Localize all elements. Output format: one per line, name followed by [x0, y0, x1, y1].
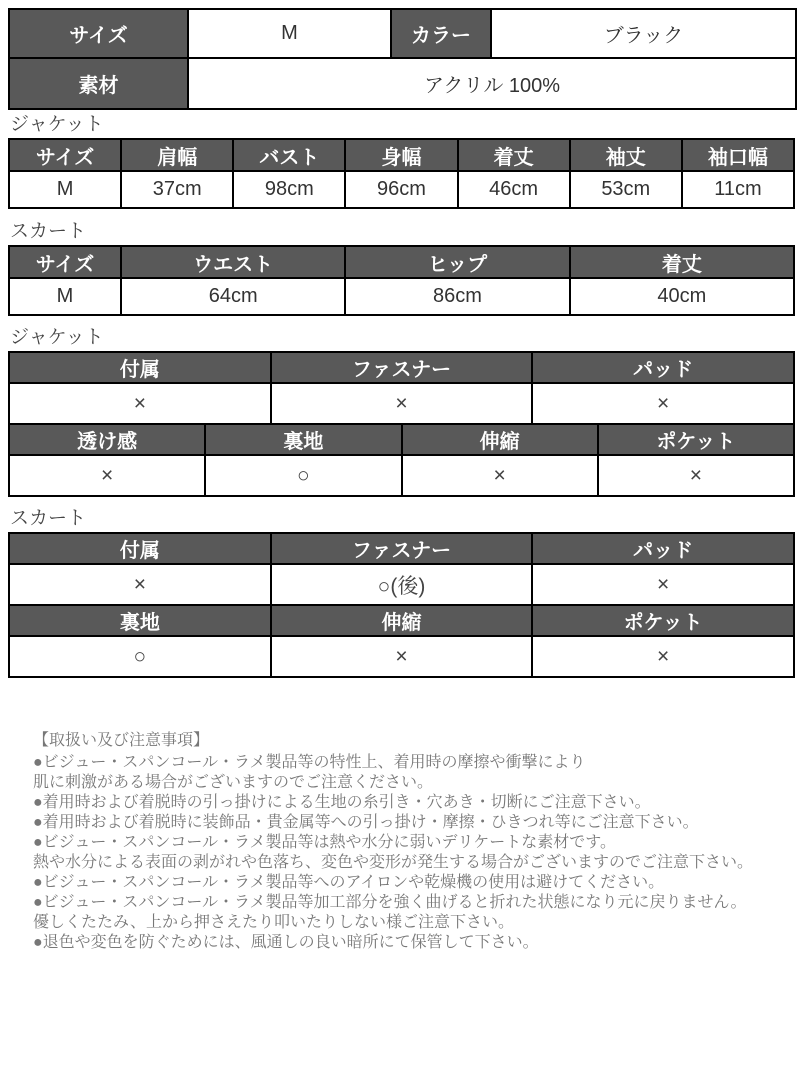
value-cell: 11cm: [682, 171, 794, 208]
value-cell: 37cm: [121, 171, 233, 208]
care-note-line: 優しくたたみ、上から押さえたり叩いたりしない様ご注意下さい。: [33, 914, 514, 931]
skirt-details-header-row-2: [9, 605, 794, 636]
section-label-jacket-measurements: ジャケット: [10, 114, 104, 135]
header-cell: 裏地: [205, 424, 401, 455]
care-note-line: ●ビジュー・スパンコール・ラメ製品等へのアイロンや乾燥機の使用は避けてください。: [33, 874, 665, 891]
care-note-line: ●ビジュー・スパンコール・ラメ製品等の特性上、着用時の摩擦や衝撃により: [33, 754, 586, 771]
care-note-line: ●ビジュー・スパンコール・ラメ製品等は熱や水分に弱いデリケートな素材です。: [33, 834, 616, 851]
care-note-line: ●ビジュー・スパンコール・ラメ製品等加工部分を強く曲げると折れた状態になり元に戻りません。: [33, 894, 747, 911]
skirt-measurements-header-row: [9, 246, 794, 278]
mark-cell: ×: [9, 455, 205, 496]
care-note-line: ●退色や変色を防ぐためには、風通しの良い暗所にて保管して下さい。: [33, 934, 539, 951]
product-spec-page: [0, 8, 800, 1075]
header-cell: ファスナー: [271, 533, 533, 564]
header-cell: 伸縮: [271, 605, 533, 636]
jacket-details-value-row-1: [9, 383, 794, 424]
jacket-measurements-value-row: [9, 171, 794, 208]
care-notes: [33, 730, 800, 953]
header-cell: 着丈: [570, 246, 794, 278]
section-label-skirt-details: スカート: [10, 508, 87, 529]
color-value-cell: ブラック: [491, 9, 796, 58]
value-cell: 64cm: [121, 278, 345, 315]
material-label-cell: 素材: [9, 58, 188, 109]
header-cell: 袖丈: [570, 139, 682, 171]
header-cell: 身幅: [345, 139, 457, 171]
value-cell: 46cm: [458, 171, 570, 208]
skirt-details-header-row-1: [9, 533, 794, 564]
section-label-jacket-details: ジャケット: [10, 327, 104, 348]
header-cell: 着丈: [458, 139, 570, 171]
section-label-skirt-measurements: スカート: [10, 221, 87, 242]
header-cell: サイズ: [9, 139, 121, 171]
header-cell: 伸縮: [402, 424, 598, 455]
jacket-details-value-row-2: [9, 455, 794, 496]
header-cell: 付属: [9, 533, 271, 564]
mark-cell: ×: [271, 383, 533, 424]
info-table: [8, 8, 797, 110]
header-cell: サイズ: [9, 246, 121, 278]
skirt-measurements-value-row: [9, 278, 794, 315]
info-row-size-color: [9, 9, 796, 58]
care-note-line: 熱や水分による表面の剥がれや色落ち、変色や変形が発生する場合がございますのでご注意下さい。: [33, 854, 754, 871]
header-cell: パッド: [532, 533, 794, 564]
jacket-details-table-lower: [8, 423, 795, 497]
header-cell: 袖口幅: [682, 139, 794, 171]
material-value-cell: アクリル 100%: [188, 58, 796, 109]
value-cell: 96cm: [345, 171, 457, 208]
mark-cell: ○: [205, 455, 401, 496]
skirt-details-table-upper: [8, 532, 795, 606]
header-cell: ポケット: [532, 605, 794, 636]
care-notes-title: 【取扱い及び注意事項】: [33, 732, 210, 749]
header-cell: ヒップ: [345, 246, 569, 278]
jacket-details-header-row-1: [9, 352, 794, 383]
mark-cell: ○(後): [271, 564, 533, 605]
mark-cell: ×: [9, 564, 271, 605]
header-cell: 裏地: [9, 605, 271, 636]
value-cell: 98cm: [233, 171, 345, 208]
care-note-line: ●着用時および着脱時に装飾品・貴金属等への引っ掛け・摩擦・ひきつれ等にご注意下さい。: [33, 814, 699, 831]
header-cell: パッド: [532, 352, 794, 383]
mark-cell: ×: [402, 455, 598, 496]
mark-cell: ×: [532, 636, 794, 677]
size-label-cell: サイズ: [9, 9, 188, 58]
care-note-line: ●着用時および着脱時の引っ掛けによる生地の糸引き・穴あき・切断にご注意下さい。: [33, 794, 651, 811]
mark-cell: ×: [532, 383, 794, 424]
jacket-measurements-header-row: [9, 139, 794, 171]
size-value-cell: M: [188, 9, 391, 58]
care-note-line: 肌に刺激がある場合がございますのでご注意ください。: [33, 774, 434, 791]
skirt-measurements-table: [8, 245, 795, 316]
jacket-measurements-table: [8, 138, 795, 209]
skirt-details-value-row-1: [9, 564, 794, 605]
header-cell: ファスナー: [271, 352, 533, 383]
header-cell: ウエスト: [121, 246, 345, 278]
value-cell: M: [9, 171, 121, 208]
value-cell: 86cm: [345, 278, 569, 315]
jacket-details-table-upper: [8, 351, 795, 425]
jacket-details-header-row-2: [9, 424, 794, 455]
header-cell: バスト: [233, 139, 345, 171]
mark-cell: ×: [9, 383, 271, 424]
header-cell: 肩幅: [121, 139, 233, 171]
mark-cell: ×: [271, 636, 533, 677]
color-label-cell: カラー: [391, 9, 491, 58]
mark-cell: ○: [9, 636, 271, 677]
value-cell: 40cm: [570, 278, 794, 315]
mark-cell: ×: [532, 564, 794, 605]
info-row-material: [9, 58, 796, 109]
mark-cell: ×: [598, 455, 794, 496]
header-cell: 透け感: [9, 424, 205, 455]
skirt-details-table-lower: [8, 604, 795, 678]
value-cell: M: [9, 278, 121, 315]
header-cell: 付属: [9, 352, 271, 383]
value-cell: 53cm: [570, 171, 682, 208]
skirt-details-value-row-2: [9, 636, 794, 677]
header-cell: ポケット: [598, 424, 794, 455]
